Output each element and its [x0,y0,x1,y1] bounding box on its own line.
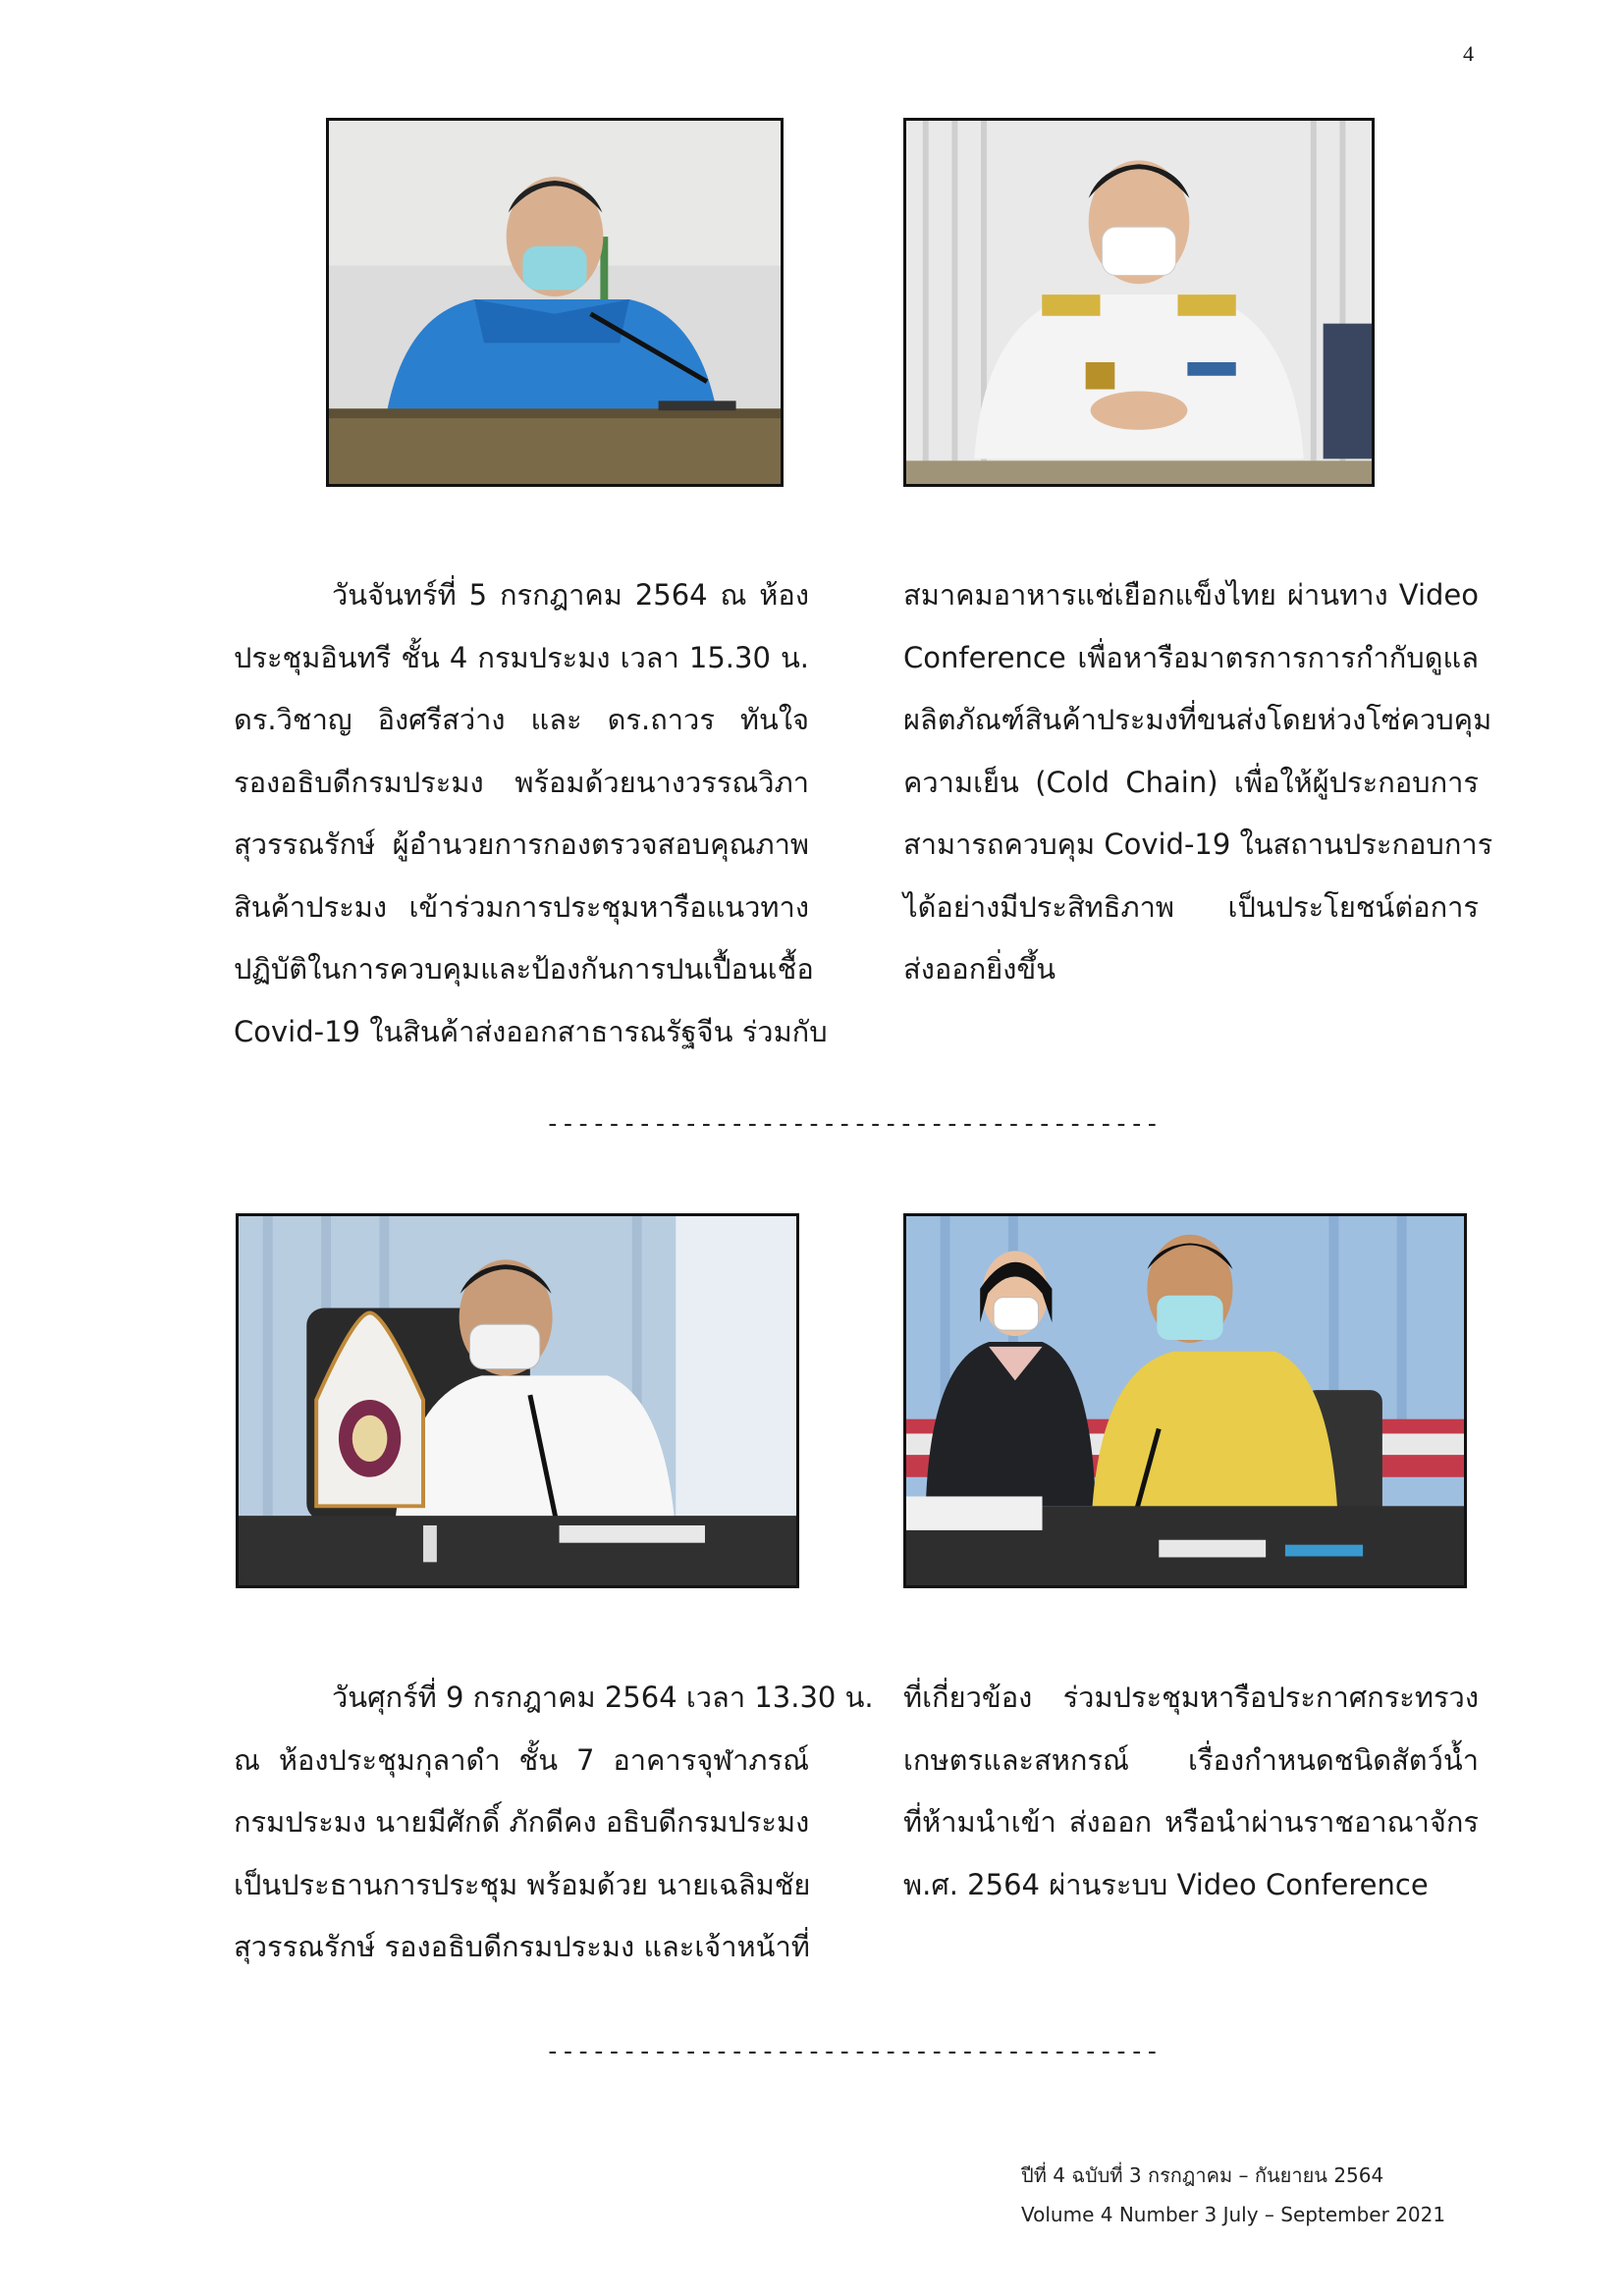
text-line: เกษตรและสหกรณ์ เรื่องกำหนดชนิดสัตว์น้ำ [903,1742,1479,1777]
text-line: ณ ห้องประชุมกุลาดำ ชั้น 7 อาคารจุฬาภรณ์ [234,1742,809,1777]
text-line: ได้อย่างมีประสิทธิภาพ เป็นประโยชน์ต่อการ [903,889,1479,924]
footer-issue-thai: ปีที่ 4 ฉบับที่ 3 กรกฎาคม – กันยายน 2564 [1021,2163,1384,2187]
photo-official-blue-shirt [326,118,784,487]
text-line: ผลิตภัณฑ์สินค้าประมงที่ขนส่งโดยห่วงโซ่ควบคุม [903,703,1492,736]
text-line: สินค้าประมง เข้าร่วมการประชุมหารือแนวทาง [234,889,809,924]
text-line: ที่เกี่ยวข้อง ร่วมประชุมหารือประกาศกระทรวง [903,1681,1479,1714]
text-line: วันศุกร์ที่ 9 กรกฎาคม 2564 เวลา 13.30 น. [332,1681,874,1714]
footer-issue-english: Volume 4 Number 3 July – September 2021 [1021,2203,1446,2226]
text-line: รองอธิบดีกรมประมง พร้อมด้วยนางวรรณวิภา [234,765,809,799]
section1-right-paragraph [903,564,1493,1001]
text-line: Conference เพื่อหารือมาตรการการกำกับดูแล [903,640,1479,674]
text-line: วันจันทร์ที่ 5 กรกฎาคม 2564 ณ ห้อง [332,578,809,612]
text-line: พ.ศ. 2564 ผ่านระบบ Video Conference [903,1867,1429,1901]
section1-left-paragraph [234,564,828,1063]
text-line: เป็นประธานการประชุม พร้อมด้วย นายเฉลิมชัย [234,1867,811,1901]
photo-director-general-white-shirt [236,1213,799,1588]
section2-left-paragraph [234,1667,874,1979]
text-line: กรมประมง นายมีศักดิ์ ภักดีคง อธิบดีกรมประมง [234,1805,810,1839]
text-line: ที่ห้ามนำเข้า ส่งออก หรือนำผ่านราชอาณาจักร [903,1805,1479,1839]
text-line: ประชุมอินทรี ชั้น 4 กรมประมง เวลา 15.30 น. [234,640,809,674]
section-divider: ---------------------------------------- [545,2037,1161,2066]
section-divider: ---------------------------------------- [545,1109,1161,1139]
text-line: สามารถควบคุม Covid-19 ในสถานประกอบการ [903,828,1493,861]
text-line: Covid-19 ในสินค้าส่งออกสาธารณรัฐจีน ร่วมกับ [234,1014,828,1048]
photo-naval-officer [903,118,1375,487]
section2-right-paragraph [903,1667,1479,1916]
page-number: 4 [1463,41,1474,66]
text-line: ปฏิบัติในการควบคุมและป้องกันการปนเปื้อนเชื้อ [234,952,814,986]
text-line: ส่งออกยิ่งขึ้น [903,952,1056,986]
text-line: สุวรรณรักษ์ ผู้อำนวยการกองตรวจสอบคุณภาพ [234,828,809,861]
text-line: ดร.วิชาญ อิงศรีสว่าง และ ดร.ถาวร ทันใจ [234,703,809,736]
text-line: สุวรรณรักษ์ รองอธิบดีกรมประมง และเจ้าหน้าที่ [234,1930,810,1963]
text-line: ความเย็น (Cold Chain) เพื่อให้ผู้ประกอบการ [903,765,1479,799]
text-line: สมาคมอาหารแช่เยือกแข็งไทย ผ่านทาง Video [903,578,1479,612]
photo-deputy-yellow-shirt [903,1213,1467,1588]
